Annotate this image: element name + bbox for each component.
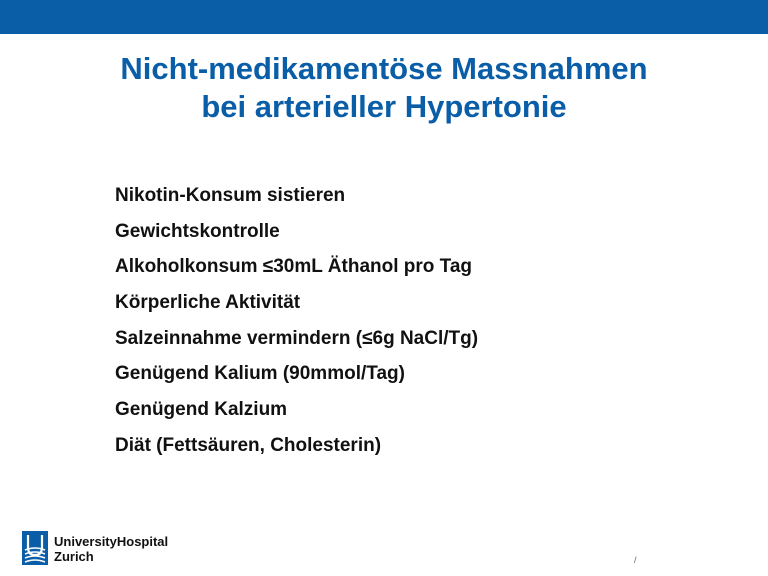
logo-line-2: Zurich: [54, 549, 94, 564]
list-item: Genügend Kalium (90mmol/Tag): [115, 363, 405, 385]
slide-title-line-2: bei arterieller Hypertonie: [201, 89, 567, 124]
list-item: Genügend Kalzium: [115, 399, 288, 421]
list-item: Gewichtskontrolle: [115, 220, 280, 242]
university-hospital-logo-icon: [22, 531, 48, 565]
list-item: Salzeinnahme vermindern (≤6g NaCl/Tg): [115, 327, 479, 349]
logo-wordmark: [54, 534, 168, 564]
header-bar: [0, 0, 768, 34]
page-number: /: [634, 555, 637, 565]
slide-title: [0, 50, 768, 126]
logo-line-1: UniversityHospital: [54, 534, 169, 549]
list-item: Nikotin-Konsum sistieren: [115, 185, 346, 206]
measures-list: [115, 182, 478, 468]
list-item: Körperliche Aktivität: [115, 292, 301, 314]
slide-title-line-1: Nicht-medikamentöse Massnahmen: [120, 51, 648, 86]
list-item: Alkoholkonsum ≤30mL Äthanol pro Tag: [115, 256, 473, 278]
list-item: Diät (Fettsäuren, Cholesterin): [115, 434, 382, 456]
